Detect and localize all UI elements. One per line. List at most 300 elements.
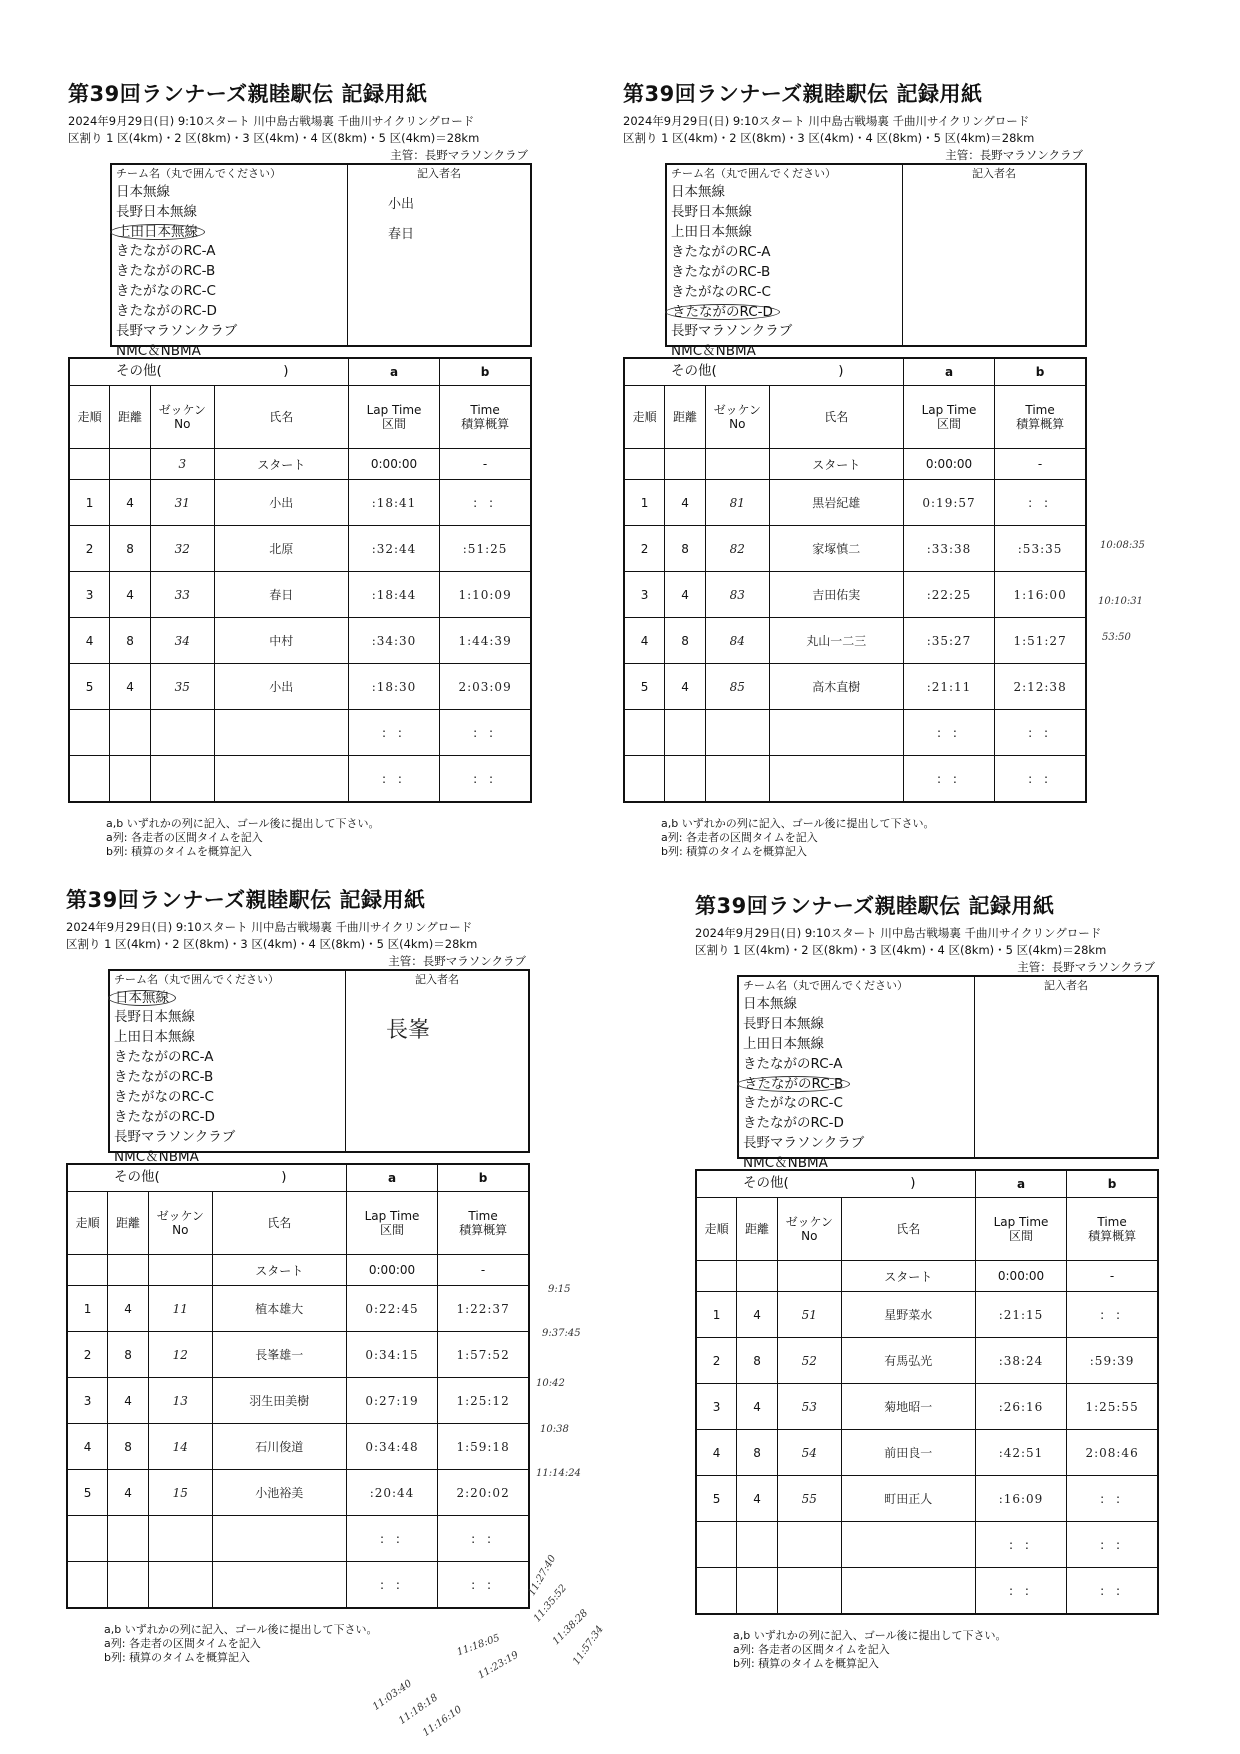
team-list [110, 971, 346, 1185]
instructions [106, 817, 538, 859]
team-row [116, 300, 347, 320]
cumulative-time[interactable]: 1:16:00 [995, 572, 1086, 618]
recorder-box[interactable] [975, 977, 1157, 1157]
start-label: スタート [769, 449, 903, 480]
lap-time[interactable]: : : [903, 710, 994, 756]
runner-distance [737, 1522, 778, 1568]
lap-time[interactable]: : : [348, 756, 439, 803]
margin-note: 9:37:45 [542, 1328, 581, 1339]
lap-time[interactable]: : : [975, 1568, 1066, 1615]
margin-note: 11:03:40 [370, 1678, 415, 1713]
recorder-box[interactable] [348, 165, 530, 345]
record-table [623, 357, 1087, 803]
sections-line: 区割り 1 区(4km)・2 区(8km)・3 区(4km)・4 区(8km)・5 区(4km)＝28km [695, 943, 1107, 957]
runner-name[interactable]: 植本雄大 [212, 1286, 346, 1332]
table-row [67, 1516, 529, 1562]
cumulative-time[interactable]: 2:20:02 [438, 1470, 529, 1516]
lap-time[interactable]: : : [975, 1522, 1066, 1568]
cumulative-time[interactable]: : : [995, 480, 1086, 526]
runner-name[interactable]: 小出 [214, 664, 348, 710]
recorder-box[interactable] [903, 165, 1085, 345]
team-row [671, 281, 902, 301]
team-option[interactable]: 上田日本無線 [114, 1029, 195, 1045]
bib-number[interactable]: 14 [148, 1424, 212, 1470]
sections-line: 区割り 1 区(4km)・2 区(8km)・3 区(4km)・4 区(8km)・5 区(4km)＝28km [68, 131, 480, 145]
bib-number[interactable]: 52 [777, 1338, 841, 1384]
bib-number[interactable]: 11 [148, 1286, 212, 1332]
lap-time[interactable]: 0:22:45 [346, 1286, 437, 1332]
bib-number[interactable]: 84 [705, 618, 769, 664]
table-row [696, 1338, 1158, 1384]
runner-name[interactable]: 黒岩紀雄 [769, 480, 903, 526]
team-option[interactable]: 日本無線 [116, 184, 170, 200]
team-option[interactable]: NMC＆NBMA [116, 343, 201, 359]
bib-header: ゼッケン No [150, 386, 214, 449]
lap-header: Lap Time 区間 [975, 1198, 1066, 1261]
cumulative-time[interactable]: 2:12:38 [995, 664, 1086, 710]
margin-note: 9:15 [548, 1284, 571, 1295]
runner-name[interactable]: 石川俊道 [212, 1424, 346, 1470]
team-option[interactable]: 上田日本無線 [110, 224, 205, 240]
team-option[interactable]: きたながのRC-D [665, 304, 780, 320]
runner-order: 5 [67, 1470, 108, 1516]
table-row [69, 572, 531, 618]
margin-note: 11:38:28 [550, 1607, 591, 1648]
runner-order [69, 710, 110, 756]
runner-name[interactable]: 中村 [214, 618, 348, 664]
recorder-name: 長峯 [386, 1018, 431, 1043]
col-a-label: a [346, 1164, 437, 1192]
runner-name[interactable] [214, 756, 348, 803]
runner-distance: 4 [110, 480, 151, 526]
bib-number[interactable]: 85 [705, 664, 769, 710]
runner-distance: 4 [665, 664, 706, 710]
team-option[interactable]: その他( ) [671, 363, 844, 379]
table-row [69, 756, 531, 803]
lap-time[interactable]: 0:19:57 [903, 480, 994, 526]
table-row [696, 1384, 1158, 1430]
cumulative-time[interactable]: 2:08:46 [1067, 1430, 1158, 1476]
bib-number[interactable]: 83 [705, 572, 769, 618]
lap-time[interactable]: : : [346, 1562, 437, 1609]
runner-order [69, 756, 110, 803]
bib-number[interactable]: 82 [705, 526, 769, 572]
team-row [671, 241, 902, 261]
margin-note: 11:16:10 [420, 1704, 465, 1739]
runner-name[interactable] [214, 710, 348, 756]
cumulative-time[interactable]: : : [440, 480, 531, 526]
runner-order: 4 [696, 1430, 737, 1476]
team-option[interactable]: きたながのRC-D [116, 303, 217, 319]
team-label: チーム名（丸で囲んでください） [116, 167, 281, 180]
runner-name[interactable]: 小池裕美 [212, 1470, 346, 1516]
lap-time[interactable]: :21:15 [975, 1292, 1066, 1338]
team-row [671, 301, 902, 320]
bib-number[interactable]: 13 [148, 1378, 212, 1424]
bib-number[interactable]: 51 [777, 1292, 841, 1338]
bib-number[interactable]: 12 [148, 1332, 212, 1378]
runner-name[interactable]: 吉田佑実 [769, 572, 903, 618]
cumulative-time[interactable]: 1:25:55 [1067, 1384, 1158, 1430]
table-row [69, 618, 531, 664]
runner-order: 4 [69, 618, 110, 664]
runner-order: 1 [624, 480, 665, 526]
table-row [696, 1430, 1158, 1476]
start-bib[interactable] [777, 1261, 841, 1292]
team-option[interactable]: きたながのRC-B [114, 1069, 214, 1085]
lap-time[interactable]: :33:38 [903, 526, 994, 572]
bib-number[interactable] [150, 756, 214, 803]
bib-number[interactable]: 55 [777, 1476, 841, 1522]
margin-note: 11:27:40 [526, 1553, 559, 1598]
team-box [108, 969, 530, 1185]
recorder-label: 記入者名 [417, 167, 461, 180]
note-1: a,b いずれかの列に記入、ゴール後に提出して下さい。 [104, 1623, 378, 1636]
note-3: b列: 積算のタイムを概算記入 [106, 845, 252, 858]
record-sheet-bottom-left [66, 884, 536, 1665]
team-option[interactable]: きたがなのRC-C [114, 1089, 214, 1105]
bib-number[interactable] [705, 710, 769, 756]
runner-distance: 8 [110, 618, 151, 664]
start-order [69, 449, 110, 480]
runner-order: 1 [69, 480, 110, 526]
table-row [69, 664, 531, 710]
table-row [67, 1332, 529, 1378]
margin-note: 53:50 [1102, 632, 1131, 643]
runner-distance: 8 [110, 526, 151, 572]
runner-name[interactable]: 羽生田美樹 [212, 1378, 346, 1424]
team-option[interactable]: きたながのRC-D [743, 1115, 844, 1131]
margin-note: 10:10:31 [1098, 596, 1143, 607]
runner-order: 4 [67, 1424, 108, 1470]
table-row [696, 1476, 1158, 1522]
runner-name[interactable]: 丸山一二三 [769, 618, 903, 664]
bib-number[interactable] [148, 1562, 212, 1609]
table-row [69, 480, 531, 526]
runner-name[interactable]: 高木直樹 [769, 664, 903, 710]
lap-time[interactable]: :21:11 [903, 664, 994, 710]
runner-distance: 4 [110, 572, 151, 618]
team-box [737, 975, 1159, 1191]
runner-name[interactable]: 春日 [214, 572, 348, 618]
runner-name[interactable]: 町田正人 [841, 1476, 975, 1522]
team-option[interactable]: 日本無線 [743, 996, 797, 1012]
bib-number[interactable]: 81 [705, 480, 769, 526]
start-dash: - [1067, 1261, 1158, 1292]
team-option[interactable]: きたながのRC-D [114, 1109, 215, 1125]
team-row [743, 1053, 974, 1073]
runner-order: 5 [624, 664, 665, 710]
bib-number[interactable] [150, 710, 214, 756]
team-label: チーム名（丸で囲んでください） [114, 973, 279, 986]
runner-distance: 4 [108, 1286, 149, 1332]
cumulative-time[interactable]: 1:22:37 [438, 1286, 529, 1332]
cumulative-time[interactable]: : : [995, 756, 1086, 803]
team-row [743, 1132, 974, 1152]
runner-name[interactable] [212, 1562, 346, 1609]
start-time: 0:00:00 [903, 449, 994, 480]
bib-number[interactable]: 34 [150, 618, 214, 664]
team-row [671, 181, 902, 201]
bib-number[interactable]: 31 [150, 480, 214, 526]
cumulative-time[interactable]: : : [1067, 1568, 1158, 1615]
runner-distance: 8 [108, 1332, 149, 1378]
team-option[interactable]: 長野日本無線 [116, 204, 197, 220]
recorder-box[interactable] [346, 971, 528, 1151]
cumulative-time[interactable]: : : [440, 710, 531, 756]
cumulative-time[interactable]: : : [440, 756, 531, 803]
team-row [743, 1013, 974, 1033]
lap-time[interactable]: :42:51 [975, 1430, 1066, 1476]
runner-name[interactable] [841, 1522, 975, 1568]
team-option[interactable]: 長野マラソンクラブ [743, 1135, 865, 1151]
team-option[interactable]: NMC＆NBMA [114, 1149, 199, 1165]
lap-time[interactable]: : : [903, 756, 994, 803]
cumulative-time[interactable]: 1:57:52 [438, 1332, 529, 1378]
bib-header: ゼッケン No [705, 386, 769, 449]
table-row [624, 710, 1086, 756]
runner-order [624, 710, 665, 756]
runner-order: 2 [696, 1338, 737, 1384]
team-option[interactable]: その他( ) [743, 1175, 916, 1191]
team-row [743, 1073, 974, 1092]
bib-number[interactable] [777, 1522, 841, 1568]
cumulative-time[interactable]: : : [995, 710, 1086, 756]
sheet-title: 第39回ランナーズ親睦駅伝 記録用紙 [623, 82, 983, 106]
lap-time[interactable]: :38:24 [975, 1338, 1066, 1384]
lap-time[interactable]: :16:09 [975, 1476, 1066, 1522]
bib-number[interactable] [148, 1516, 212, 1562]
name-header: 氏名 [212, 1192, 346, 1255]
team-option[interactable]: 長野マラソンクラブ [671, 323, 793, 339]
team-option[interactable]: 上田日本無線 [743, 1036, 824, 1052]
date-line: 2024年9月29日(日) 9:10スタート 川中島古戦場裏 千曲川サイクリングロード [66, 920, 473, 934]
cumulative-time[interactable]: : : [1067, 1292, 1158, 1338]
lap-time[interactable]: :18:41 [348, 480, 439, 526]
runner-name[interactable]: 前田良一 [841, 1430, 975, 1476]
start-bib[interactable]: 3 [150, 449, 214, 480]
bib-number[interactable] [777, 1568, 841, 1615]
runner-distance: 8 [665, 618, 706, 664]
start-bib[interactable] [705, 449, 769, 480]
runner-name[interactable]: 長峯雄一 [212, 1332, 346, 1378]
start-dist [108, 1255, 149, 1286]
cumulative-time[interactable]: : : [438, 1562, 529, 1609]
sections-line: 区割り 1 区(4km)・2 区(8km)・3 区(4km)・4 区(8km)・5 区(4km)＝28km [66, 937, 478, 951]
start-bib[interactable] [148, 1255, 212, 1286]
lap-time[interactable]: : : [348, 710, 439, 756]
runner-name[interactable] [212, 1516, 346, 1562]
table-row [69, 710, 531, 756]
cumulative-time[interactable]: 1:44:39 [440, 618, 531, 664]
margin-note: 11:23:19 [476, 1649, 521, 1682]
team-option[interactable]: 長野日本無線 [671, 204, 752, 220]
cumulative-time[interactable]: : : [1067, 1476, 1158, 1522]
runner-name[interactable]: 星野菜水 [841, 1292, 975, 1338]
runner-order: 3 [624, 572, 665, 618]
table-row [624, 756, 1086, 803]
team-option[interactable]: 長野日本無線 [114, 1009, 195, 1025]
team-option[interactable]: きたながのRC-A [743, 1056, 843, 1072]
runner-distance: 4 [737, 1384, 778, 1430]
team-option[interactable]: きたながのRC-B [737, 1076, 850, 1092]
lap-time[interactable]: :18:44 [348, 572, 439, 618]
runner-name[interactable]: 北原 [214, 526, 348, 572]
bib-number[interactable]: 33 [150, 572, 214, 618]
name-header: 氏名 [214, 386, 348, 449]
lap-time[interactable]: 0:27:19 [346, 1378, 437, 1424]
organizer: 主管：長野マラソンクラブ [388, 954, 526, 968]
lap-time[interactable]: :32:44 [348, 526, 439, 572]
recorder-name: 春日 [388, 227, 415, 242]
note-2: a列: 各走者の区間タイムを記入 [661, 831, 818, 844]
runner-distance: 4 [665, 572, 706, 618]
runner-order: 5 [69, 664, 110, 710]
lap-time[interactable]: 0:34:15 [346, 1332, 437, 1378]
runner-distance [737, 1568, 778, 1615]
runner-distance: 4 [737, 1476, 778, 1522]
table-row [624, 664, 1086, 710]
note-3: b列: 積算のタイムを概算記入 [661, 845, 807, 858]
team-list [667, 165, 903, 379]
runner-distance [665, 710, 706, 756]
note-3: b列: 積算のタイムを概算記入 [733, 1657, 879, 1670]
team-option[interactable]: きたながのRC-A [671, 244, 771, 260]
team-row [116, 181, 347, 201]
team-row [114, 1006, 345, 1026]
runner-name[interactable] [769, 756, 903, 803]
team-option[interactable]: きたながのRC-B [671, 264, 771, 280]
note-2: a列: 各走者の区間タイムを記入 [106, 831, 263, 844]
start-dash: - [995, 449, 1086, 480]
runner-name[interactable]: 有馬弘光 [841, 1338, 975, 1384]
runner-distance: 4 [108, 1470, 149, 1516]
runner-name[interactable] [841, 1568, 975, 1615]
bib-number[interactable]: 35 [150, 664, 214, 710]
cumulative-time[interactable]: : : [1067, 1522, 1158, 1568]
lap-time[interactable]: :34:30 [348, 618, 439, 664]
record-sheet-top-left [68, 78, 538, 859]
bib-header: ゼッケン No [148, 1192, 212, 1255]
cumulative-time[interactable]: 1:59:18 [438, 1424, 529, 1470]
cumulative-time[interactable]: 2:03:09 [440, 664, 531, 710]
lap-time[interactable]: : : [346, 1516, 437, 1562]
cumulative-time[interactable]: : : [438, 1516, 529, 1562]
team-label: チーム名（丸で囲んでください） [743, 979, 908, 992]
table-row [624, 618, 1086, 664]
start-time: 0:00:00 [975, 1261, 1066, 1292]
cumulative-time[interactable]: :53:35 [995, 526, 1086, 572]
runner-order [624, 756, 665, 803]
cumulative-time[interactable]: 1:25:12 [438, 1378, 529, 1424]
name-header: 氏名 [769, 386, 903, 449]
runner-order: 4 [624, 618, 665, 664]
runner-name[interactable]: 家塚慎二 [769, 526, 903, 572]
team-row [114, 1106, 345, 1126]
runner-order: 1 [67, 1286, 108, 1332]
cumulative-time[interactable]: 1:10:09 [440, 572, 531, 618]
distance-header: 距離 [665, 386, 706, 449]
team-option[interactable]: 日本無線 [671, 184, 725, 200]
start-dist [110, 449, 151, 480]
team-row [671, 360, 902, 380]
col-a-label: a [348, 358, 439, 386]
cumulative-time[interactable]: :59:39 [1067, 1338, 1158, 1384]
runner-distance [665, 756, 706, 803]
team-option[interactable]: その他( ) [114, 1169, 287, 1185]
team-option[interactable]: 日本無線 [108, 990, 176, 1006]
distance-header: 距離 [737, 1198, 778, 1261]
margin-note: 11:57:34 [571, 1623, 606, 1668]
runner-distance [110, 756, 151, 803]
lap-time[interactable]: :26:16 [975, 1384, 1066, 1430]
table-row [696, 1522, 1158, 1568]
start-label: スタート [841, 1261, 975, 1292]
lap-time[interactable]: :18:30 [348, 664, 439, 710]
team-row [114, 1086, 345, 1106]
bib-number[interactable]: 53 [777, 1384, 841, 1430]
team-option[interactable]: きたながのRC-A [116, 243, 216, 259]
bib-number[interactable]: 54 [777, 1430, 841, 1476]
team-row [114, 1146, 345, 1166]
runner-name[interactable] [769, 710, 903, 756]
team-option[interactable]: きたがなのRC-C [743, 1095, 843, 1111]
start-order [696, 1261, 737, 1292]
col-b-label: b [440, 358, 531, 386]
runner-order: 3 [696, 1384, 737, 1430]
team-list [739, 977, 975, 1191]
table-row [67, 1286, 529, 1332]
team-option[interactable]: 長野マラソンクラブ [114, 1129, 236, 1145]
lap-header: Lap Time 区間 [348, 386, 439, 449]
team-row [114, 1046, 345, 1066]
bib-number[interactable] [705, 756, 769, 803]
team-option[interactable]: 上田日本無線 [671, 224, 752, 240]
team-row [671, 320, 902, 340]
team-option[interactable]: NMC＆NBMA [743, 1155, 828, 1171]
team-option[interactable]: NMC＆NBMA [671, 343, 756, 359]
lap-time[interactable]: :35:27 [903, 618, 994, 664]
team-option[interactable]: 長野日本無線 [743, 1016, 824, 1032]
team-option[interactable]: 長野マラソンクラブ [116, 323, 238, 339]
team-option[interactable]: その他( ) [116, 363, 289, 379]
distance-header: 距離 [110, 386, 151, 449]
time-header: Time 積算概算 [438, 1192, 529, 1255]
lap-time[interactable]: 0:34:48 [346, 1424, 437, 1470]
team-option[interactable]: きたがなのRC-C [671, 284, 771, 300]
table-row [67, 1424, 529, 1470]
team-row [116, 340, 347, 360]
cumulative-time[interactable]: :51:25 [440, 526, 531, 572]
lap-time[interactable]: :22:25 [903, 572, 994, 618]
table-row [624, 526, 1086, 572]
lap-time[interactable]: :20:44 [346, 1470, 437, 1516]
team-option[interactable]: きたがなのRC-C [116, 283, 216, 299]
time-header: Time 積算概算 [995, 386, 1086, 449]
margin-note: 11:18:05 [455, 1632, 502, 1659]
runner-name[interactable]: 小出 [214, 480, 348, 526]
team-option[interactable]: きたながのRC-B [116, 263, 216, 279]
table-row [67, 1562, 529, 1609]
table-row [624, 572, 1086, 618]
cumulative-time[interactable]: 1:51:27 [995, 618, 1086, 664]
runner-name[interactable]: 菊地昭一 [841, 1384, 975, 1430]
bib-number[interactable]: 15 [148, 1470, 212, 1516]
team-label: チーム名（丸で囲んでください） [671, 167, 836, 180]
organizer: 主管：長野マラソンクラブ [1017, 960, 1155, 974]
bib-number[interactable]: 32 [150, 526, 214, 572]
team-option[interactable]: きたながのRC-A [114, 1049, 214, 1065]
